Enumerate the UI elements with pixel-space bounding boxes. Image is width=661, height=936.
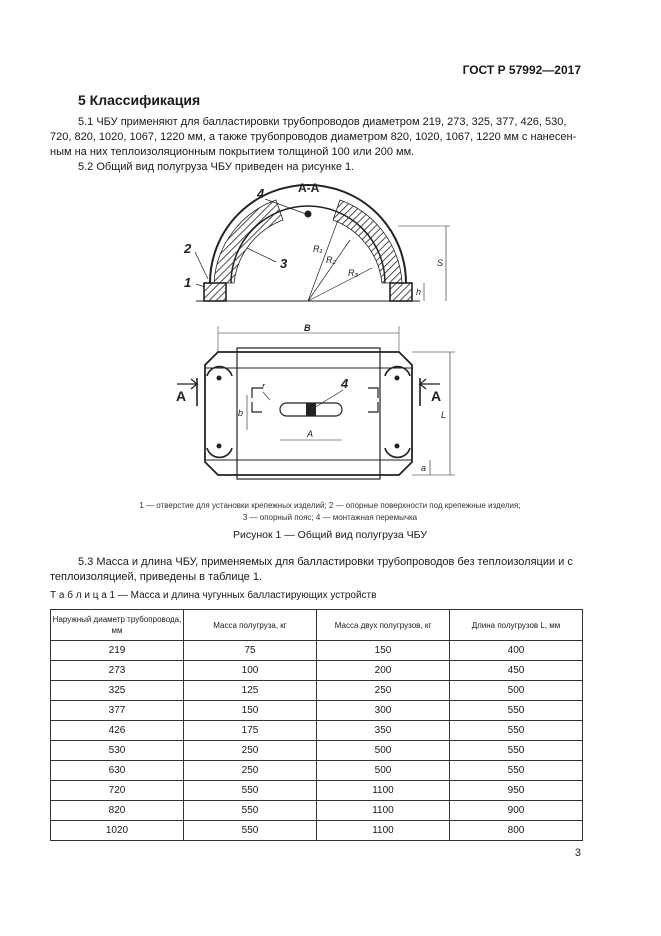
leader-r (263, 392, 270, 400)
leader-3 (247, 248, 276, 262)
bracket-bl (252, 402, 262, 412)
hatch-left (214, 200, 283, 283)
plan-view (177, 326, 455, 479)
dim-a-small-label: a (421, 463, 427, 473)
table-cell: 250 (317, 681, 450, 701)
table-body (51, 641, 583, 841)
table-cell: 550 (184, 821, 317, 841)
table-cell: 500 (317, 761, 450, 781)
table-cell: 550 (450, 741, 583, 761)
callout-3: 3 (280, 256, 288, 271)
paragraph-5-1-line1: 5.1 ЧБУ применяют для балластировки трубопроводов диаметром 219, 273, 325, 377, 426, 530, (78, 116, 567, 128)
table-cell: 550 (450, 761, 583, 781)
lifting-bridge-plan (306, 403, 316, 416)
table-cell: 900 (450, 801, 583, 821)
table-header-row (51, 610, 583, 641)
table-row (51, 701, 583, 721)
table-cell: 530 (51, 741, 184, 761)
table-cell: 550 (184, 781, 317, 801)
leader-4-plan (314, 390, 343, 408)
hole-bottom-right (385, 448, 410, 457)
hole-center-br (395, 444, 399, 448)
table-cell: 500 (450, 681, 583, 701)
figure-drawing (170, 178, 470, 488)
hole-center-tr (395, 376, 399, 380)
table-cell: 450 (450, 661, 583, 681)
paragraph-5-1 (50, 115, 583, 160)
hole-bottom-left (207, 448, 232, 457)
section-title: 5 Классификация (78, 92, 201, 108)
table-row (51, 821, 583, 841)
table-cell: 500 (317, 741, 450, 761)
section-label: А-А (298, 181, 320, 195)
callout-1: 1 (184, 275, 192, 290)
table-cell: 175 (184, 721, 317, 741)
table-cell: 325 (51, 681, 184, 701)
table-cell: 350 (317, 721, 450, 741)
callout-4-top: 4 (257, 186, 265, 201)
table-cell: 550 (450, 721, 583, 741)
table-cell: 820 (51, 801, 184, 821)
header-half-mass: Масса полугруза, кг (184, 610, 317, 641)
table-cell: 550 (184, 801, 317, 821)
table-row (51, 661, 583, 681)
lug-left (204, 283, 226, 301)
table-cell: 219 (51, 641, 184, 661)
table-cell: 720 (51, 781, 184, 801)
table-row (51, 641, 583, 661)
table-cell: 273 (51, 661, 184, 681)
table-cell: 150 (317, 641, 450, 661)
figure-caption: Рисунок 1 — Общий вид полугруза ЧБУ (232, 529, 427, 541)
lug-right (390, 283, 412, 301)
paragraph-5-2: 5.2 Общий вид полугруза ЧБУ приведен на рисунке 1. (78, 161, 355, 173)
table-cell: 630 (51, 761, 184, 781)
dim-b-label: B (304, 323, 311, 333)
table-row (51, 801, 583, 821)
dim-r3-label: R₃ (348, 268, 359, 278)
figure-legend (50, 500, 610, 524)
table-cell: 100 (184, 661, 317, 681)
dim-l-label: L (441, 410, 447, 420)
cut-label-left: А (176, 388, 187, 404)
callout-4-plan: 4 (341, 376, 349, 391)
header-diameter: Наружный диаметр трубопровода, мм (51, 610, 184, 641)
header-length: Длина полугрузов L, мм (450, 610, 583, 641)
table-cell: 200 (317, 661, 450, 681)
hole-center-tl (217, 376, 221, 380)
cut-label-right: А (431, 388, 442, 404)
table-cell: 1100 (317, 801, 450, 821)
r3-leader (308, 268, 372, 301)
table-cell: 377 (51, 701, 184, 721)
table-cell: 950 (450, 781, 583, 801)
table-cell: 300 (317, 701, 450, 721)
table-cell: 250 (184, 741, 317, 761)
dim-r-label: r (262, 381, 265, 391)
dim-r2-label: R₂ (326, 255, 336, 265)
hole-center-bl (217, 444, 221, 448)
bracket-tl (252, 388, 262, 398)
dim-r1-label: R₁ (313, 244, 323, 254)
figure-legend-line1: 1 — отверстие для установки крепежных изделий; 2 — опорные поверхности под крепежные изделия; (139, 501, 521, 510)
mass-length-table (50, 609, 583, 841)
table-cell: 75 (184, 641, 317, 661)
bracket-tr (368, 388, 378, 398)
header-pair-mass: Масса двух полугрузов, кг (317, 610, 450, 641)
table-cell: 1100 (317, 781, 450, 801)
leader-2 (195, 252, 208, 279)
table-row (51, 761, 583, 781)
table-cell: 426 (51, 721, 184, 741)
figure-legend-line2: 3 — опорный пояс; 4 — монтажная перемычка (242, 513, 418, 522)
standard-number: ГОСТ Р 57992—2017 (462, 63, 581, 77)
dim-h-label: h (416, 287, 422, 297)
table-cell: 250 (184, 761, 317, 781)
dim-s-label: S (437, 258, 444, 268)
section-view (195, 185, 450, 301)
table-cell: 125 (184, 681, 317, 701)
table-cell: 150 (184, 701, 317, 721)
dim-a-label: A (307, 429, 314, 439)
paragraph-5-3 (50, 555, 583, 585)
dim-bsmall-label: b (238, 408, 244, 418)
table-cell: 400 (450, 641, 583, 661)
table-cell: 800 (450, 821, 583, 841)
bracket-br (368, 402, 378, 412)
paragraph-5-1-line2: 720, 820, 1020, 1067, 1220 мм, а также трубопроводов диаметром 820, 1020, 1067, 1220 мм с нанесен- (50, 131, 577, 143)
table-row (51, 681, 583, 701)
paragraph-5-1-line3: ным на них теплоизоляционным покрытием толщиной 100 или 200 мм. (50, 146, 415, 158)
table-cell: 550 (450, 701, 583, 721)
table-cell: 1020 (51, 821, 184, 841)
table-row (51, 741, 583, 761)
paragraph-5-3-line2: теплоизоляцией, приведены в таблице 1. (50, 571, 262, 583)
table-row (51, 781, 583, 801)
paragraph-5-3-line1: 5.3 Масса и длина ЧБУ, применяемых для балластировки трубопроводов без теплоизоляции и с (78, 556, 573, 568)
table-cell: 1100 (317, 821, 450, 841)
table-caption: Т а б л и ц а 1 — Масса и длина чугунных балластирующих устройств (50, 590, 377, 601)
table-row (51, 721, 583, 741)
page-number: 3 (574, 847, 581, 859)
callout-2: 2 (184, 241, 192, 256)
